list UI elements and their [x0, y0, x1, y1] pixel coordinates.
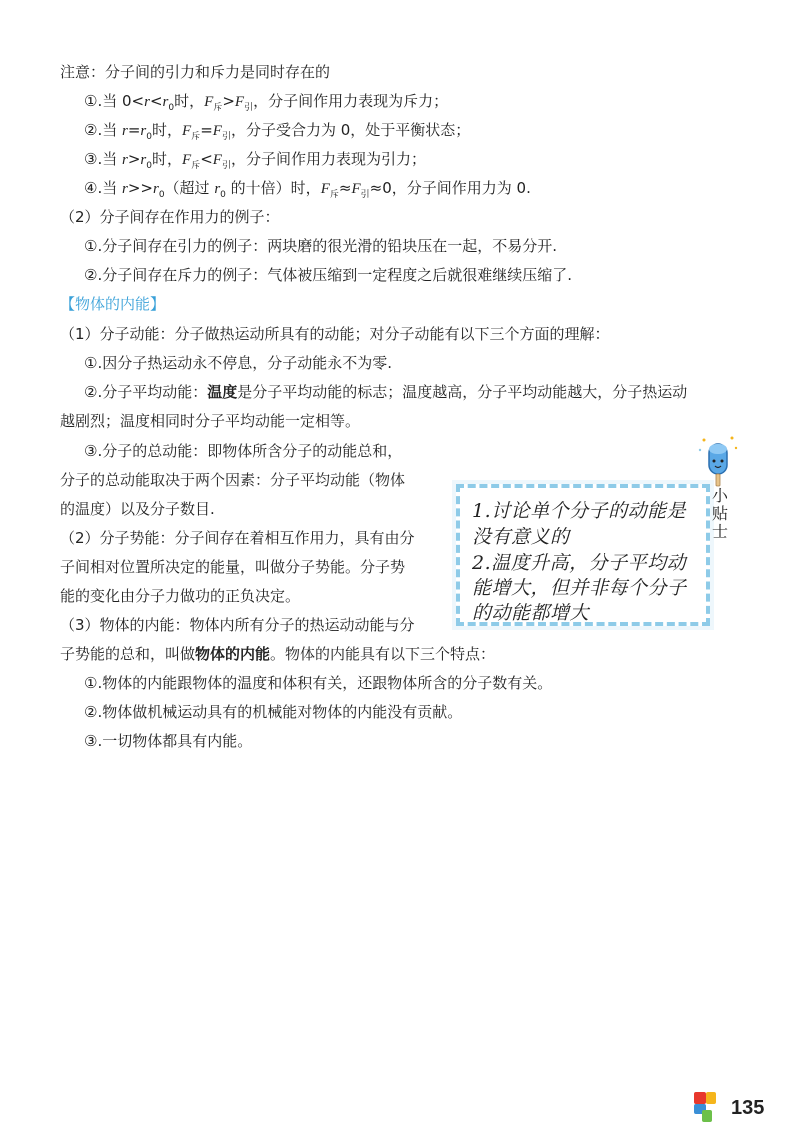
- internal-item-3: ③.一切物体都具有内能。: [84, 732, 253, 750]
- internal-line-2: 子势能的总和，叫做物体的内能。物体的内能具有以下三个特点：: [60, 645, 496, 663]
- tip-title: [708, 487, 732, 541]
- note-title: 注意：分子间的引力和斥力是同时存在的: [60, 63, 331, 81]
- tip-line-3: 2.温度升高，分子平均动: [472, 552, 687, 574]
- example-repulsion: ②.分子间存在斥力的例子：气体被压缩到一定程度之后就很难继续压缩了.: [84, 266, 572, 284]
- potential-line-1: （2）分子势能：分子间存在着相互作用力，具有由分: [60, 529, 415, 547]
- kinetic-item-3-line-1: ③.分子的总动能：即物体所含分子的动能总和，: [84, 442, 403, 460]
- tip-line-4: 能增大，但并非每个分子: [472, 577, 687, 599]
- tip-box: [456, 484, 710, 626]
- kinetic-item-1: ①.因分子热运动永不停息，分子动能永不为零.: [84, 354, 392, 372]
- kinetic-item-3-line-3: 的温度）以及分子数目.: [60, 500, 215, 518]
- tip-line-1: 1.讨论单个分子的动能是: [472, 500, 687, 522]
- example-attraction: ①.分子间存在引力的例子：两块磨的很光滑的铅块压在一起，不易分开.: [84, 237, 557, 255]
- internal-item-1: ①.物体的内能跟物体的温度和体积有关，还跟物体所含的分子数有关。: [84, 674, 553, 692]
- tip-line-2: 没有意义的: [472, 526, 570, 548]
- kinetic-item-2-cont: 越剧烈；温度相同时分子平均动能一定相等。: [60, 412, 361, 430]
- section-title: 【物体的内能】: [60, 295, 166, 313]
- tip-title-char: 士: [711, 522, 728, 541]
- internal-item-2: ②.物体做机械运动具有的机械能对物体的内能没有贡献。: [84, 703, 463, 721]
- kinetic-item-2: ②.分子平均动能：温度是分子平均动能的标志；温度越高，分子平均动能越大，分子热运动: [84, 383, 688, 401]
- kinetic-item-3-line-2: 分子的总动能取决于两个因素：分子平均动能（物体: [60, 471, 406, 489]
- note-item-2: ②.当 $r=r_0$时，$F_斥=F_引$，分子受合力为 0，处于平衡状态；: [84, 121, 471, 142]
- page-number: 135: [731, 1097, 765, 1119]
- potential-line-2: 子间相对位置所决定的能量，叫做分子势能。分子势: [60, 558, 406, 576]
- tip-title-char: 小: [711, 486, 728, 505]
- internal-line-1: （3）物体的内能：物体内所有分子的热运动动能与分: [60, 616, 415, 634]
- kinetic-heading: （1）分子动能：分子做热运动所具有的动能；对分子动能有以下三个方面的理解：: [60, 325, 610, 343]
- note-item-4: ④.当 $r>>r_0$（超过 $r_0$ 的十倍）时，$F_斥\approx F_引\approx 0$，分子间作用力为 0.: [84, 179, 531, 200]
- puzzle-logo-icon: [690, 1090, 722, 1124]
- tip-line-5: 的动能都增大: [472, 602, 590, 624]
- tip-title-char: 贴: [711, 504, 728, 523]
- note-item-1: ①.当 $0<r<r_0$时，$F_斥>F_引$，分子间作用力表现为斥力；: [84, 92, 449, 113]
- potential-line-3: 能的变化由分子力做功的正负决定。: [60, 587, 301, 605]
- note-item-3: ③.当 $r>r_0$时，$F_斥<F_引$，分子间作用力表现为引力；: [84, 150, 426, 171]
- popsicle-icon: [696, 434, 740, 490]
- examples-heading: （2）分子间存在作用力的例子：: [60, 208, 280, 226]
